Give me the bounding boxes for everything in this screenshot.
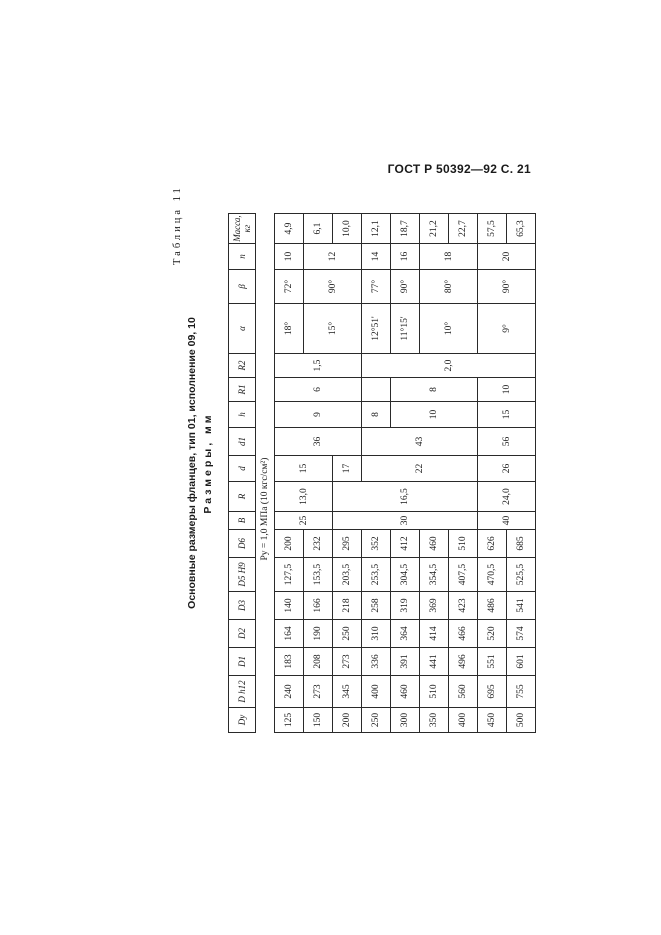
- cell-r1-empty: [362, 378, 391, 402]
- cell-d1: 391: [391, 648, 420, 676]
- cell-n: 14: [362, 244, 391, 270]
- cell-h: 9: [275, 402, 362, 428]
- col-header: D5 H9: [229, 558, 256, 592]
- col-header: D6: [229, 530, 256, 558]
- cell-d6: 460: [420, 530, 449, 558]
- cell-beta: 90°: [304, 270, 362, 304]
- table-row: [362, 214, 391, 733]
- cell-b: 40: [478, 512, 536, 530]
- cell-n: 16: [391, 244, 420, 270]
- page-header: ГОСТ Р 50392—92 С. 21: [387, 162, 531, 176]
- cell-dy: 125: [275, 708, 304, 733]
- cell-small-d: 15: [275, 456, 333, 482]
- cell-small-d: 17: [333, 456, 362, 482]
- cell-alpha: 15°: [304, 304, 362, 354]
- cell-d: 400: [362, 676, 391, 708]
- col-header: D1: [229, 648, 256, 676]
- cell-dy: 350: [420, 708, 449, 733]
- cell-r1: 8: [391, 378, 478, 402]
- cell-r1: 10: [478, 378, 536, 402]
- table-row: [478, 214, 507, 733]
- col-header: R: [229, 482, 256, 512]
- col-header: B: [229, 512, 256, 530]
- col-header: Масса, кг: [229, 214, 256, 244]
- cell-r: 13,0: [275, 482, 333, 512]
- cell-d: 510: [420, 676, 449, 708]
- cell-d1: 441: [420, 648, 449, 676]
- cell-d2: 164: [275, 620, 304, 648]
- cell-d5: 153,5: [304, 558, 333, 592]
- cell-mass: 57,5: [478, 214, 507, 244]
- cell-dy: 400: [449, 708, 478, 733]
- cell-beta: 90°: [478, 270, 536, 304]
- cell-r: 16,5: [333, 482, 478, 512]
- rotated-table-block: [172, 183, 532, 743]
- cell-d: 273: [304, 676, 333, 708]
- cell-d1: 208: [304, 648, 333, 676]
- cell-r2: 2,0: [362, 354, 536, 378]
- col-header: R2: [229, 354, 256, 378]
- cell-mass: 12,1: [362, 214, 391, 244]
- cell-r1: 6: [275, 378, 362, 402]
- cell-d: 695: [478, 676, 507, 708]
- cell-dy: 500: [507, 708, 536, 733]
- cell-dy: 150: [304, 708, 333, 733]
- cell-d2: 414: [420, 620, 449, 648]
- cell-b: 30: [333, 512, 478, 530]
- col-header: β: [229, 270, 256, 304]
- col-header: n: [229, 244, 256, 270]
- cell-d6: 626: [478, 530, 507, 558]
- cell-n: 10: [275, 244, 304, 270]
- cell-d6: 685: [507, 530, 536, 558]
- cell-d3: 218: [333, 592, 362, 620]
- cell-d3: 319: [391, 592, 420, 620]
- cell-d3: 541: [507, 592, 536, 620]
- cell-beta: 77°: [362, 270, 391, 304]
- header-row: [229, 214, 256, 733]
- flange-dimensions-table: [228, 213, 536, 733]
- cell-dy: 300: [391, 708, 420, 733]
- cell-d6: 232: [304, 530, 333, 558]
- cell-d5: 203,5: [333, 558, 362, 592]
- cell-mass: 22,7: [449, 214, 478, 244]
- cell-d5: 253,5: [362, 558, 391, 592]
- cell-r2: 1,5: [275, 354, 362, 378]
- cell-d3: 423: [449, 592, 478, 620]
- cell-alpha: 10°: [420, 304, 478, 354]
- cell-n: 18: [420, 244, 478, 270]
- cell-d6: 412: [391, 530, 420, 558]
- cell-h: 8: [362, 402, 391, 428]
- cell-d2: 250: [333, 620, 362, 648]
- cell-dy: 450: [478, 708, 507, 733]
- cell-small-d1: 36: [275, 428, 362, 456]
- cell-small-d1: 43: [362, 428, 478, 456]
- cell-dy: 250: [362, 708, 391, 733]
- cell-d2: 190: [304, 620, 333, 648]
- cell-beta: 80°: [420, 270, 478, 304]
- cell-n: 12: [304, 244, 362, 270]
- col-header: Dу: [229, 708, 256, 733]
- cell-alpha: 11°15': [391, 304, 420, 354]
- cell-d6: 352: [362, 530, 391, 558]
- cell-d5: 304,5: [391, 558, 420, 592]
- cell-n: 20: [478, 244, 536, 270]
- table-title: Основные размеры фланцев, тип 01, исполнение 09, 10: [186, 317, 198, 609]
- cell-d1: 336: [362, 648, 391, 676]
- col-header: D3: [229, 592, 256, 620]
- col-header: α: [229, 304, 256, 354]
- cell-d6: 510: [449, 530, 478, 558]
- cell-r: 24,0: [478, 482, 536, 512]
- cell-d: 345: [333, 676, 362, 708]
- cell-d3: 486: [478, 592, 507, 620]
- cell-h: 10: [391, 402, 478, 428]
- cell-d2: 520: [478, 620, 507, 648]
- cell-beta: 72°: [275, 270, 304, 304]
- pressure-label: Pу = 1,0 МПа (10 кгс/см²): [256, 214, 275, 733]
- cell-h: 15: [478, 402, 536, 428]
- cell-mass: 10,0: [333, 214, 362, 244]
- cell-mass: 6,1: [304, 214, 333, 244]
- cell-d1: 273: [333, 648, 362, 676]
- cell-d: 560: [449, 676, 478, 708]
- col-header: d: [229, 456, 256, 482]
- cell-alpha: 9°: [478, 304, 536, 354]
- cell-d5: 407,5: [449, 558, 478, 592]
- cell-d2: 364: [391, 620, 420, 648]
- col-header: D2: [229, 620, 256, 648]
- cell-d: 755: [507, 676, 536, 708]
- cell-d6: 295: [333, 530, 362, 558]
- cell-alpha: 12°51': [362, 304, 391, 354]
- pressure-row: [256, 214, 275, 733]
- cell-alpha: 18°: [275, 304, 304, 354]
- cell-d2: 574: [507, 620, 536, 648]
- cell-dy: 200: [333, 708, 362, 733]
- cell-d5: 470,5: [478, 558, 507, 592]
- cell-mass: 4,9: [275, 214, 304, 244]
- cell-d1: 496: [449, 648, 478, 676]
- col-header: h: [229, 402, 256, 428]
- cell-d2: 310: [362, 620, 391, 648]
- cell-d6: 200: [275, 530, 304, 558]
- cell-d3: 258: [362, 592, 391, 620]
- cell-d2: 466: [449, 620, 478, 648]
- cell-d5: 354,5: [420, 558, 449, 592]
- cell-d1: 551: [478, 648, 507, 676]
- col-header: D h12: [229, 676, 256, 708]
- cell-small-d1: 56: [478, 428, 536, 456]
- cell-d: 240: [275, 676, 304, 708]
- cell-d3: 369: [420, 592, 449, 620]
- col-header: d1: [229, 428, 256, 456]
- col-header: R1: [229, 378, 256, 402]
- cell-d1: 601: [507, 648, 536, 676]
- cell-b: 25: [275, 512, 333, 530]
- cell-d3: 140: [275, 592, 304, 620]
- table-number: Таблица 11: [172, 185, 183, 265]
- cell-mass: 18,7: [391, 214, 420, 244]
- cell-beta: 90°: [391, 270, 420, 304]
- cell-mass: 65,3: [507, 214, 536, 244]
- cell-d5: 127,5: [275, 558, 304, 592]
- cell-d1: 183: [275, 648, 304, 676]
- cell-d: 460: [391, 676, 420, 708]
- cell-d3: 166: [304, 592, 333, 620]
- cell-small-d: 22: [362, 456, 478, 482]
- cell-mass: 21,2: [420, 214, 449, 244]
- cell-d5: 525,5: [507, 558, 536, 592]
- table-row: [275, 214, 304, 733]
- cell-small-d: 26: [478, 456, 536, 482]
- table-subtitle: Размеры, мм: [202, 412, 214, 514]
